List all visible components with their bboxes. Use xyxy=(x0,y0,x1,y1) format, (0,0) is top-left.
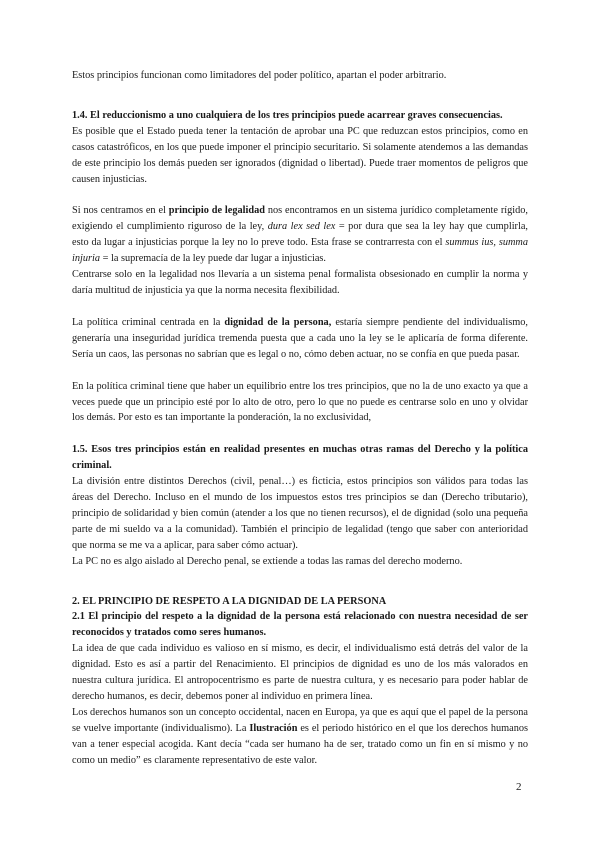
section-2-1-paragraph-1: La idea de que cada individuo es valioso en sí mismo, es decir, el individualismo está detrás del valor de la dignidad. Esto es así a partir del Renacimiento. El principios de dignidad es uno de los más valorados en nuestra cultura jurídica. El antropocentrismo es parte de nuestra cultura, y es necesario para poder hablar de derecho humanos, es decir, debemos poner al individuo en primera línea. xyxy=(72,643,528,702)
section-1-4-paragraph-3: Centrarse solo en la legalidad nos llevaría a un sistema penal formalista obsesionado en cumplir la norma y daría multitud de injusticia ya que la norma necesita flexibilidad. xyxy=(72,269,528,296)
section-1-4-heading: 1.4. El reduccionismo a uno cualquiera de los tres principios puede acarrear graves consecuencias. xyxy=(72,109,503,121)
section-1-5-heading: 1.5. Esos tres principios están en realidad presentes en muchas otras ramas del Derecho y la política criminal. xyxy=(72,444,528,472)
section-1-5-paragraph-2: La PC no es algo aislado al Derecho penal, se extiende a todas las ramas del derecho moderno. xyxy=(72,555,463,567)
section-2-title: 2. EL PRINCIPIO DE RESPETO A LA DIGNIDAD DE LA PERSONA xyxy=(72,595,387,607)
section-1-4-paragraph-2: Si nos centramos en el principio de legalidad nos encontramos en un sistema jurídico completamente rígido, exigiendo el cumplimiento riguroso de la ley, dura lex sed lex = por dura que sea la ley hay que cumplirla, esto da lugar a injusticias porque la ley no lo preve todo. Esta frase se contrarresta con el summus ius, summa injuria = la supremacía de la ley puede dar lugar a injusticias. xyxy=(72,205,529,265)
section-1-4-paragraph-4: La política criminal centrada en la dignidad de la persona, estaría siempre pendiente del individualismo, generaría una inseguridad jurídica tremenda puesta que a cada uno la ley se le aplicaría de forma diferente. Sería un caos, las personas no sabrían que es legal o no, cómo deben actuar, no se confía en que pueda pasar. xyxy=(72,316,528,360)
section-1-4-paragraph-5: En la política criminal tiene que haber un equilibrio entre los tres principios, que no la de uno exacto ya que a veces puede que un principio esté por lo alto de otro, pero lo que no puede es centrarse solo en uno y olvidar los demás. Por esto es tan importante la ponderación, la no exclusividad, xyxy=(72,380,528,424)
section-1-4-paragraph-1: Es posible que el Estado pueda tener la tentación de aprobar una PC que reduzcan estos principios, como en casos catastróficos, en los que puede imponer el principio securitario. Si solamente atendemos a las demandas de este principio los demás pueden ser ignorados (dignidad o libertad). Puede traer momentos de peligros que causen injusticias. xyxy=(72,125,528,185)
section-2-1-heading: 2.1 El principio del respeto a la dignidad de la persona está relacionado con nuestra necesidad de ser reconocidos y tratados como seres humanos. xyxy=(72,611,528,639)
section-1-5-paragraph-1: La división entre distintos Derechos (civil, penal…) es ficticia, estos principios son válidos para todas las áreas del Derecho. Incluso en el mundo de los impuestos estos tres principios se dan (Derecho tributario), principio de solidaridad y bien común (atender a los que no tienen recursos), el de dignidad (solo una pequeña parte de mi sueldo va a la comunidad). También el principio de legalidad (tengo que saber con anterioridad que norma se me va a aplicar, para saber cómo actuar). xyxy=(72,476,528,551)
section-2-1-paragraph-2: Los derechos humanos son un concepto occidental, nacen en Europa, ya que es aquí que el papel de la persona se vuelve importante (individualismo). La Ilustración es el periodo histórico en el que los derechos humanos van a tener especial acogida. Kant decía “cada ser humano ha de ser, tratado como un fin en sí mismo y no como un medio” es claramente representativo de este valor. xyxy=(72,706,529,766)
page-number: 2 xyxy=(516,781,522,793)
document-page xyxy=(72,68,528,769)
intro-paragraph: Estos principios funcionan como limitadores del poder político, apartan el poder arbitrario. xyxy=(72,70,447,81)
